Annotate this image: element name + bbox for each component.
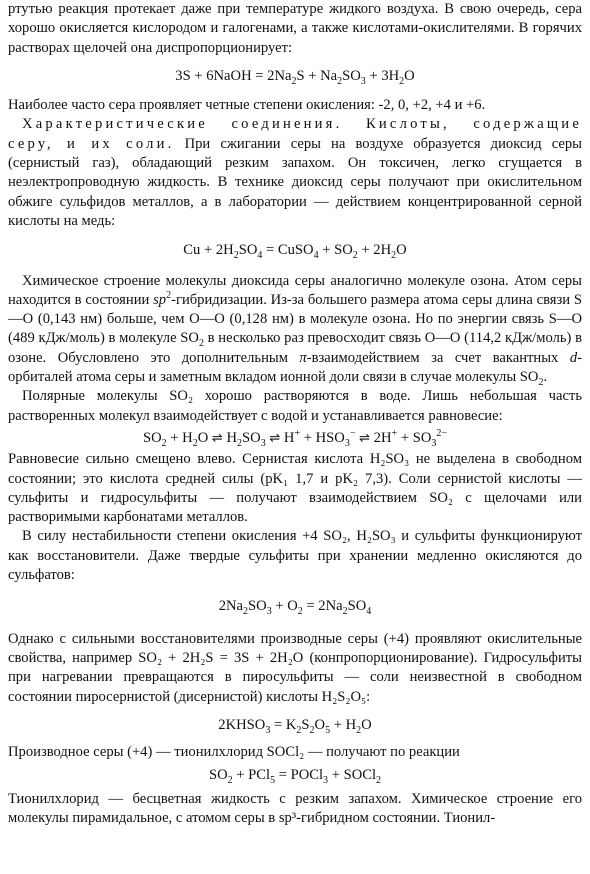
eq-text: 2KHSO [218, 716, 266, 733]
eq-text: = 2Na [302, 598, 343, 615]
p4-text: -орбиталей атома серы и заметным вкладом ионной доли связи в случае молекулы SO [8, 349, 582, 386]
eq-text: + SOCl [328, 767, 377, 784]
subscript: 5 [325, 724, 331, 736]
eq-text: 2Na [218, 598, 244, 615]
paragraph-2: Наиболее часто сера проявляет четные степени окисления: -2, 0, +2, +4 и +6. [8, 97, 486, 114]
subscript: 2 [291, 75, 297, 87]
subscript: 2 [233, 250, 239, 262]
eq-text: + H [166, 429, 193, 446]
paragraph-6: Равновесие сильно смещено влево. Сернистая кислота H₂SO₃ не выделена в свободном состоянии; это кислота средней силы (pK₁ 1,7 и pK₂ 7,3). Соли сернистой кислоты — сульфиты и гидросульфиты — получают взаимодействием SO₂ с щелочами или растворимыми карбонатами металлов. [8, 451, 582, 526]
subscript: 3 [323, 775, 329, 787]
subscript: 2 [391, 250, 397, 262]
eq-text: H [222, 429, 238, 446]
superscript: 2 [166, 290, 172, 301]
p4-text: в несколько раз превосходит связь O—O (114,2 кДж/моль) в озоне. Обусловлено это дополнительным [8, 330, 582, 366]
eq-text: + SO [397, 429, 432, 446]
p4-italic: d [569, 349, 578, 366]
eq-text: SO [238, 242, 258, 259]
eq-text: O [314, 716, 326, 733]
eq-text: 3S + 6NaOH = 2Na [175, 67, 292, 84]
subscript: 2 [198, 338, 204, 350]
eq-text: + 2H [357, 242, 392, 259]
subscript: 2 [356, 724, 362, 736]
subscript: 2 [297, 606, 303, 618]
eq-text: S [301, 716, 310, 733]
p4-italic: π [299, 349, 307, 366]
equation-sulfite-oxidation [8, 597, 582, 616]
eq-text: O [404, 67, 415, 84]
paragraph-4 [8, 272, 582, 388]
subscript: 2 [309, 724, 315, 736]
eq-text: 2H [370, 429, 392, 446]
eq-text: O [396, 242, 407, 259]
eq-text: O [361, 716, 372, 733]
subscript: 2 [352, 250, 358, 262]
section-heading: Характеристические соединения. Кислоты, содержащие серу, и их соли. [8, 116, 582, 152]
paragraph-9: Производное серы (+4) — тионилхлорид SOCl₂ — получают по реакции [8, 744, 460, 761]
equation-thionyl-chloride [8, 766, 582, 785]
superscript: − [349, 428, 356, 440]
p4-text: Химическое строение молекулы диоксида серы аналогично молекуле озона. Атом серы находится в состоянии [8, 272, 582, 308]
subscript: 4 [366, 606, 372, 618]
subscript: 2 [376, 775, 382, 787]
eq-text: SO [208, 767, 228, 784]
eq-text: SO [248, 598, 267, 615]
subscript: 3 [265, 724, 271, 736]
eq-text: = CuSO [262, 242, 314, 259]
subscript: 3 [266, 606, 272, 618]
eq-text: O [197, 429, 212, 446]
equation-sulfur-naoh [8, 67, 582, 86]
eq-text: + PCl [232, 767, 271, 784]
subscript: 2 [399, 75, 405, 87]
subscript: 3 [431, 437, 437, 449]
eq-text: SO [342, 67, 361, 84]
subscript: 3 [344, 437, 350, 449]
subscript: 4 [313, 250, 319, 262]
equilibrium-arrow: ⇌ [359, 430, 371, 446]
subscript: 2 [237, 437, 243, 449]
superscript: + [294, 428, 301, 440]
eq-text: SO [142, 429, 162, 446]
superscript: + [391, 428, 398, 440]
eq-text: = K [270, 716, 297, 733]
paragraph-7: В силу нестабильности степени окисления +4 SO₂, H₂SO₃ и сульфиты функционируют как восстановители. Даже твердые сульфиты при хранении медленно окисляются до сульфатов: [8, 528, 582, 584]
subscript: 5 [270, 775, 276, 787]
superscript: 2− [436, 428, 447, 440]
equation-so2-water [8, 429, 582, 448]
eq-text: + O [271, 598, 298, 615]
p4-text: -взаимодействием за счет вакантных [306, 349, 570, 366]
paragraph-8: Однако с сильными восстановителями производные серы (+4) проявляют окислительные свойства, например SO₂ + 2H₂S = 3S + 2H₂O (конпропорционирование). Гидросульфиты при нагревании превращаются в пиросульфиты — соли неизвестной в свободном состоянии пиросернистой (дисернистой) кислоты H₂S₂O₅: [8, 630, 582, 705]
paragraph-5: Полярные молекулы SO₂ хорошо растворяются в воде. Лишь небольшая часть растворенных молекул взаимодействует с водой и устанавливается равновесие: [8, 388, 582, 424]
eq-text: S + Na [296, 67, 338, 84]
eq-text: H [280, 429, 295, 446]
paragraph-10: Тионилхлорид — бесцветная жидкость с резким запахом. Химическое строение его молекулы пирамидальное, с атомом серы в sp³-гибридном состоянии. Тионил- [8, 790, 582, 826]
equation-khso3 [8, 716, 582, 735]
equation-copper-sulfuric [8, 241, 582, 260]
subscript: 3 [360, 75, 366, 87]
eq-text: SO [347, 598, 367, 615]
equilibrium-arrow: ⇌ [211, 430, 223, 446]
eq-text: Cu + 2H [183, 242, 234, 259]
subscript: 2 [192, 437, 198, 449]
eq-text: + HSO [300, 429, 345, 446]
subscript: 2 [538, 376, 544, 388]
eq-text: + SO [318, 242, 353, 259]
subscript: 4 [257, 250, 263, 262]
paragraph-3 [8, 115, 582, 231]
paragraph-3-text: При сжигании серы на воздухе образуется диоксид серы (сернистый газ), обладающий резким запахом. Он токсичен, легко сгущается в неэлектропроводную жидкость. В технике диоксид серы получают при окислительном обжиге сульфидов металлов, а в лаборатории — действием концентрированной серной кислоты на медь: [8, 135, 582, 229]
subscript: 2 [296, 724, 302, 736]
subscript: 3 [260, 437, 266, 449]
paragraph-1: ртутью реакция протекает даже при температуре жидкого воздуха. В свою очередь, сера хорошо окисляется кислородом и галогенами, а также кислотами-окислителями. В горячих растворах щелочей она диспропорционирует: [8, 1, 582, 56]
subscript: 2 [161, 437, 167, 449]
p4-text: -гибридизации. Из-за большего размера атома серы длина связи S—O (0,143 нм) больше, чем O—O (0,128 нм) в молекуле озона. Но по энергии связь S—O (489 кДж/моль) в молекуле SO [8, 291, 583, 347]
eq-text: + H [330, 716, 357, 733]
subscript: 2 [227, 775, 233, 787]
p4-text: . [543, 369, 548, 386]
equilibrium-arrow: ⇌ [269, 430, 281, 446]
subscript: 2 [243, 606, 249, 618]
subscript: 2 [342, 606, 348, 618]
eq-text: = POCl [275, 767, 324, 784]
p4-italic: sp [153, 291, 167, 308]
eq-text: + 3H [365, 67, 400, 84]
subscript: 2 [337, 75, 343, 87]
eq-text: SO [242, 429, 261, 446]
